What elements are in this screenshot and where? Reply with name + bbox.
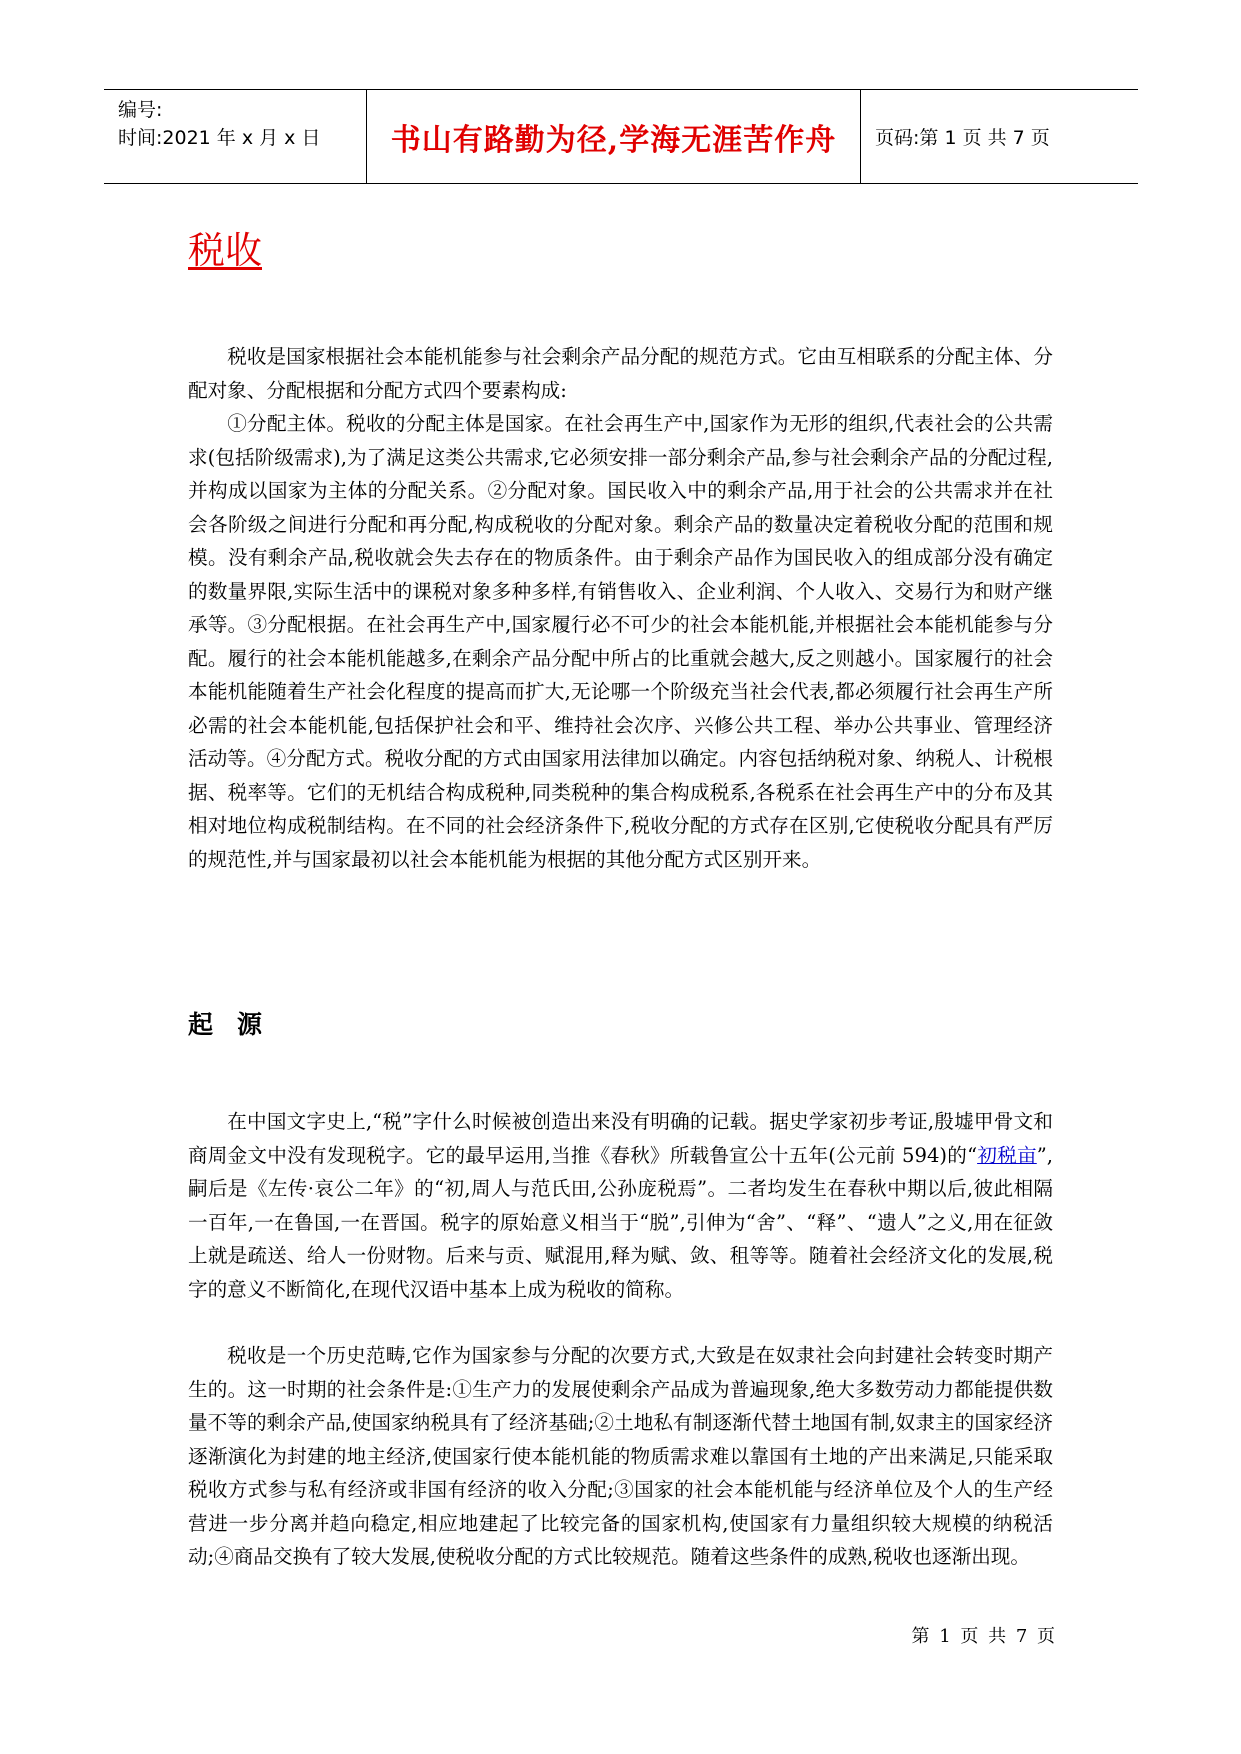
time-label: 时间:2021 年 x 月 x 日 (118, 127, 321, 149)
origin-p1-text-after: ”,嗣后是《左传·哀公二年》的“初,周人与范氏田,公孙庞税焉”。二者均发生在春秋中期以后,彼此相隔一百年,一在鲁国,一在晋国。税字的原始意义相当于“脱”,引伸为“舍”、“释”、“遗人”之义,用在征敛上就是疏送、给人一份财物。后来与贡、赋混用,释为赋、敛、租等等。随着社会经济文化的发展,税字的意义不断简化,在现代汉语中基本上成为税收的简称。 (188, 1143, 1053, 1301)
header-info-cell (104, 90, 367, 183)
page-label: 页码:第 1 页 共 7 页 (875, 127, 1050, 149)
section-title-origin: 起源 (188, 1010, 287, 1039)
page-footer: 第 1 页 共 7 页 (911, 1626, 1057, 1647)
intro-paragraph-2: ①分配主体。税收的分配主体是国家。在社会再生产中,国家作为无形的组织,代表社会的公共需求(包括阶级需求),为了满足这类公共需求,它必须安排一部分剩余产品,参与社会剩余产品的分配过程,并构成以国家为主体的分配关系。②分配对象。国民收入中的剩余产品,用于社会的公共需求并在社会各阶级之间进行分配和再分配,构成税收的分配对象。剩余产品的数量决定着税收分配的范围和规模。没有剩余产品,税收就会失去存在的物质条件。由于剩余产品作为国民收入的组成部分没有确定的数量界限,实际生活中的课税对象多种多样,有销售收入、企业利润、个人收入、交易行为和财产继承等。③分配根据。在社会再生产中,国家履行必不可少的社会本能机能,并根据社会本能机能参与分配。履行的社会本能机能越多,在剩余产品分配中所占的比重就会越大,反之则越小。国家履行的社会本能机能随着生产社会化程度的提高而扩大,无论哪一个阶级充当社会代表,都必须履行社会再生产所必需的社会本能机能,包括保护社会和平、维持社会次序、兴修公共工程、举办公共事业、管理经济活动等。④分配方式。税收分配的方式由国家用法律加以确定。内容包括纳税对象、纳税人、计税根据、税率等。它们的无机结合构成税种,同类税种的集合构成税系,各税系在社会再生产中的分布及其相对地位构成税制结构。在不同的社会经济条件下,税收分配的方式存在区别,它使税收分配具有严厉的规范性,并与国家最初以社会本能机能为根据的其他分配方式区别开来。 (188, 412, 1053, 871)
intro-paragraph-1: 税收是国家根据社会本能机能参与社会剩余产品分配的规范方式。它由互相联系的分配主体、分配对象、分配根据和分配方式四个要素构成: (188, 345, 1053, 402)
origin-paragraph-1 (188, 1105, 1053, 1306)
number-label: 编号: (118, 99, 163, 121)
document-title: 税收 (188, 229, 262, 272)
header-motto-cell (367, 90, 861, 183)
chushuimu-link[interactable]: 初税亩 (977, 1143, 1037, 1167)
header-table (104, 89, 1138, 184)
origin-paragraph-2: 税收是一个历史范畴,它作为国家参与分配的次要方式,大致是在奴隶社会向封建社会转变时期产生的。这一时期的社会条件是:①生产力的发展使剩余产品成为普遍现象,绝大多数劳动力都能提供数量不等的剩余产品,使国家纳税具有了经济基础;②土地私有制逐渐代替土地国有制,奴隶主的国家经济逐渐演化为封建的地主经济,使国家行使本能机能的物质需求难以靠国有土地的产出来满足,只能采取税收方式参与私有经济或非国有经济的收入分配;③国家的社会本能机能与经济单位及个人的生产经营进一步分离并趋向稳定,相应地建起了比较完备的国家机构,使国家有力量组织较大规模的纳税活动;④商品交换有了较大发展,使税收分配的方式比较规范。随着这些条件的成熟,税收也逐渐出现。 (188, 1344, 1053, 1568)
header-motto: 书山有路勤为径,学海无涯苦作舟 (390, 122, 837, 158)
header-page-cell (861, 90, 1138, 183)
origin-p1-text-before: 在中国文字史上,“税”字什么时候被创造出来没有明确的记载。据史学家初步考证,殷墟甲骨文和商周金文中没有发现税字。它的最早运用,当推《春秋》所载鲁宣公十五年(公元前 594)的“ (188, 1110, 1053, 1167)
